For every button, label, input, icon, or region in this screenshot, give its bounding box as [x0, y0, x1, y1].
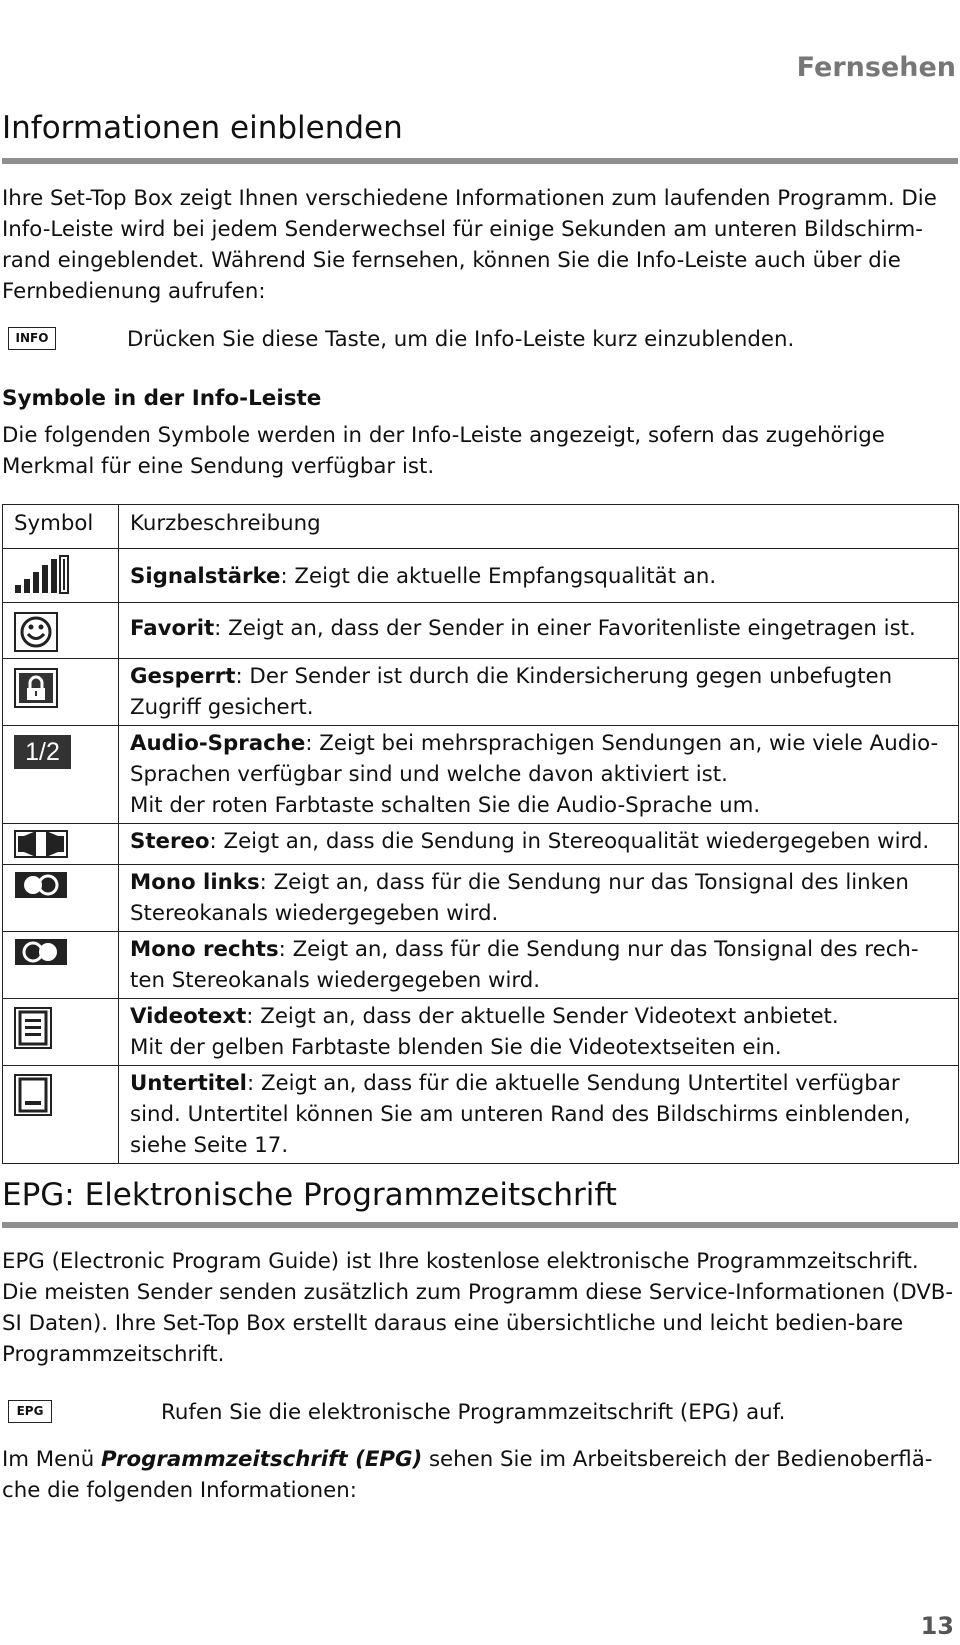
- table-row: [3, 549, 959, 603]
- description-cell: [119, 549, 959, 603]
- epg-key-text: Rufen Sie die elektronische Programmzeitschrift (EPG) auf.: [161, 1400, 786, 1425]
- symbol-cell: [3, 603, 119, 659]
- symbols-heading: Symbole in der Info-Leiste: [2, 386, 322, 411]
- section-title-info: Informationen einblenden: [2, 110, 403, 146]
- info-key-text: Drücken Sie diese Taste, um die Info-Leiste kurz einzublenden.: [127, 327, 795, 352]
- symbol-cell: [3, 549, 119, 603]
- desc-stereo: : Zeigt an, dass die Sendung in Stereoqualität wiedergegeben wird.: [209, 829, 930, 854]
- term-subtitles: Untertitel: [130, 1071, 247, 1096]
- desc-signal: : Zeigt die aktuelle Empfangsqualität an.: [280, 564, 717, 589]
- term-stereo: Stereo: [130, 829, 210, 854]
- desc-audio-language: : Zeigt bei mehrsprachigen Sendungen an, wie viele Audio-Sprachen verfügbar sind und welche davon aktiviert ist.: [130, 731, 939, 787]
- symbol-cell: [3, 1066, 119, 1164]
- description-cell: [119, 999, 959, 1066]
- lock-icon: [14, 668, 58, 708]
- outro-text-post: sehen Sie im Arbeitsbereich der Bedienoberflä-che die folgenden Informationen:: [2, 1447, 933, 1503]
- term-mono-left: Mono links: [130, 870, 260, 895]
- title-rule: [2, 1222, 958, 1228]
- symbol-cell: [3, 659, 119, 726]
- description-cell: [119, 659, 959, 726]
- description-cell: [119, 824, 959, 865]
- desc-videotext-2: Mit der gelben Farbtaste blenden Sie die Videotextseiten ein.: [130, 1035, 782, 1060]
- term-mono-right: Mono rechts: [130, 937, 279, 962]
- term-audio-language: Audio-Sprache: [130, 731, 306, 756]
- table-row: [3, 659, 959, 726]
- menu-name-epg: Programmzeitschrift (EPG): [101, 1447, 423, 1472]
- term-favorite: Favorit: [130, 616, 215, 641]
- info-intro-paragraph: Ihre Set-Top Box zeigt Ihnen verschiedene Informationen zum laufenden Programm. Die Info-Leiste wird bei jedem Senderwechsel für einige Sekunden am unteren Bildschirm-rand eingeblendet. Während Sie fernsehen, können Sie die Info-Leiste auch über die Fernbedienung aufrufen:: [2, 186, 937, 304]
- col-header-symbol: [3, 505, 119, 549]
- mono-left-icon: [14, 871, 68, 899]
- table-row: [3, 865, 959, 932]
- symbol-cell: [3, 726, 119, 824]
- mono-right-icon: [14, 938, 68, 966]
- epg-intro-paragraph: EPG (Electronic Program Guide) ist Ihre kostenlose elektronische Programmzeitschrift. Die meisten Sender senden zusätzlich zum Programm diese Service-Informationen (DVB-SI Daten). Ihre Set-Top Box erstellt daraus eine übersichtliche und leicht bedien-bare Programmzeitschrift.: [2, 1249, 954, 1367]
- term-locked: Gesperrt: [130, 664, 236, 689]
- epg-outro-paragraph: [2, 1444, 957, 1506]
- smiley-favorite-icon: [14, 612, 58, 652]
- symbol-cell: [3, 824, 119, 865]
- description-cell: [119, 726, 959, 824]
- table-row: [3, 1066, 959, 1164]
- table-row: [3, 726, 959, 824]
- stereo-icon: [14, 830, 68, 858]
- epg-key-icon: EPG: [8, 1400, 52, 1423]
- desc-videotext: : Zeigt an, dass der aktuelle Sender Videotext anbietet.: [246, 1004, 839, 1029]
- description-cell: [119, 603, 959, 659]
- table-row: [3, 603, 959, 659]
- table-header-row: [3, 505, 959, 549]
- section-title-epg: EPG: Elektronische Programmzeitschrift: [2, 1177, 617, 1213]
- videotext-icon: [14, 1007, 52, 1049]
- description-cell: [119, 865, 959, 932]
- symbol-cell: [3, 932, 119, 999]
- table-row: [3, 999, 959, 1066]
- symbols-intro: Die folgenden Symbole werden in der Info-Leiste angezeigt, sofern das zugehörige Merkmal für eine Sendung verfügbar ist.: [2, 423, 885, 479]
- desc-locked: : Der Sender ist durch die Kindersicherung gegen unbefugten Zugriff gesichert.: [130, 664, 893, 720]
- desc-favorite: : Zeigt an, dass der Sender in einer Favoritenliste eingetragen ist.: [214, 616, 916, 641]
- symbol-cell: [3, 999, 119, 1066]
- subtitle-icon: [14, 1074, 52, 1116]
- col-header-symbol-label: Symbol: [14, 511, 94, 536]
- term-videotext: Videotext: [130, 1004, 247, 1029]
- col-header-description: [119, 505, 959, 549]
- page-number: 13: [920, 1612, 954, 1640]
- running-head: Fernsehen: [796, 52, 956, 83]
- desc-mono-left: : Zeigt an, dass für die Sendung nur das Tonsignal des linken Stereokanals wiedergegeben wird.: [130, 870, 909, 926]
- table-row: [3, 932, 959, 999]
- title-rule: [2, 158, 958, 164]
- table-row: [3, 824, 959, 865]
- info-key-icon: INFO: [8, 327, 56, 350]
- col-header-description-label: Kurzbeschreibung: [130, 511, 321, 536]
- symbols-table: [2, 504, 959, 1164]
- description-cell: [119, 932, 959, 999]
- signal-strength-icon: [14, 555, 70, 595]
- symbol-cell: [3, 865, 119, 932]
- audio-language-icon: 1/2: [14, 735, 71, 769]
- outro-text-pre: Im Menü: [2, 1447, 102, 1472]
- term-signal: Signalstärke: [130, 564, 281, 589]
- desc-audio-language-2: Mit der roten Farbtaste schalten Sie die Audio-Sprache um.: [130, 793, 761, 818]
- description-cell: [119, 1066, 959, 1164]
- desc-subtitles: : Zeigt an, dass für die aktuelle Sendung Untertitel verfügbar sind. Untertitel können Sie am unteren Rand des Bildschirms einblenden, siehe Seite 17.: [130, 1071, 911, 1158]
- desc-mono-right: : Zeigt an, dass für die Sendung nur das Tonsignal des rech-ten Stereokanals wiedergegeben wird.: [130, 937, 919, 993]
